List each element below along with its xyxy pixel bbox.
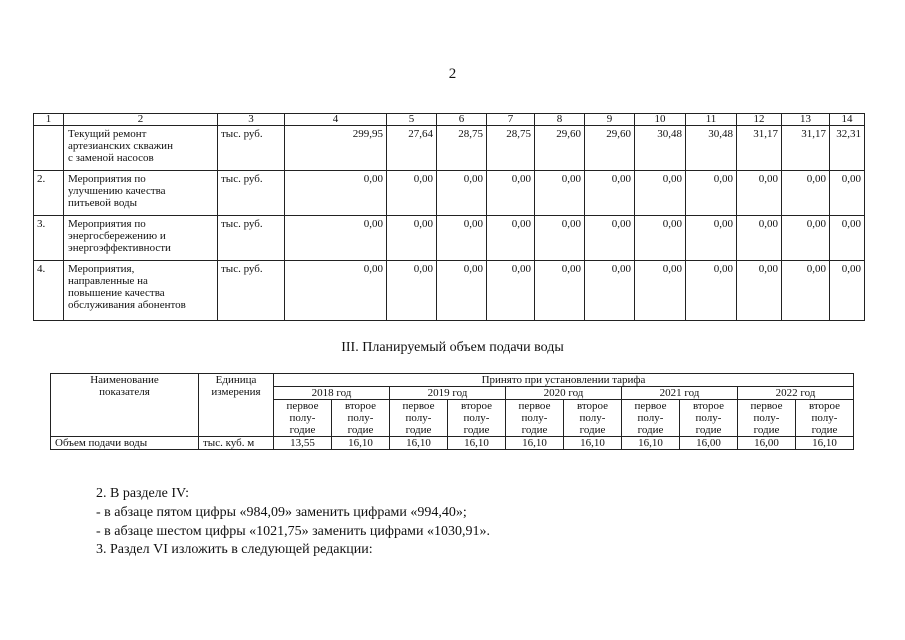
cell-line: полу-: [521, 412, 548, 424]
cell-line: полу-: [811, 412, 838, 424]
cell-line: Текущий ремонт: [68, 128, 147, 140]
value-cell: 31,17: [737, 126, 782, 171]
row-number: 2.: [34, 171, 64, 216]
cell-line: полу-: [463, 412, 490, 424]
cell-line: второе: [692, 400, 725, 412]
second-half-header: [796, 400, 854, 437]
cell-line: годие: [405, 424, 432, 436]
column-number: 12: [737, 114, 782, 126]
measure-name: [64, 126, 218, 171]
value-cell: 32,31: [830, 126, 865, 171]
unit: тыс. руб.: [218, 216, 285, 261]
cell-line: полу-: [695, 412, 722, 424]
value-cell: 0,00: [437, 171, 487, 216]
cell-line: второе: [344, 400, 377, 412]
cell-line: первое: [634, 400, 667, 412]
cell-line: улучшению качества: [68, 185, 166, 197]
cell-line: Мероприятия,: [68, 263, 135, 275]
column-number: 2: [64, 114, 218, 126]
cell-line: первое: [750, 400, 783, 412]
value-cell: 16,10: [332, 437, 390, 450]
table-row: [34, 126, 865, 171]
value-cell: 0,00: [285, 216, 387, 261]
table-row: [51, 437, 854, 450]
value-cell: 0,00: [437, 216, 487, 261]
cell-line: годие: [347, 424, 374, 436]
cell-line: первое: [518, 400, 551, 412]
cell-line: годие: [753, 424, 780, 436]
column-number: 3: [218, 114, 285, 126]
second-half-header: [564, 400, 622, 437]
cell-line: направленные на: [68, 275, 148, 287]
value-cell: 0,00: [782, 261, 830, 321]
value-cell: 28,75: [437, 126, 487, 171]
paragraph: 2. В разделе IV:: [96, 486, 189, 501]
value-cell: 299,95: [285, 126, 387, 171]
row-number: 4.: [34, 261, 64, 321]
column-number: 14: [830, 114, 865, 126]
value-cell: 0,00: [285, 261, 387, 321]
paragraph: - в абзаце шестом цифры «1021,75» заменить цифрами «1030,91».: [96, 524, 491, 539]
value-cell: 0,00: [487, 216, 535, 261]
cell-line: второе: [460, 400, 493, 412]
indicator-name: Объем подачи воды: [51, 437, 199, 450]
first-half-header: [738, 400, 796, 437]
value-cell: 0,00: [535, 216, 585, 261]
cell-line: Мероприятия по: [68, 218, 146, 230]
second-half-header: [332, 400, 390, 437]
column-number: 1: [34, 114, 64, 126]
measure-name: [64, 216, 218, 261]
first-half-header: [274, 400, 332, 437]
value-cell: 0,00: [285, 171, 387, 216]
value-cell: 0,00: [782, 171, 830, 216]
table-row: [34, 216, 865, 261]
value-cell: 0,00: [585, 171, 635, 216]
cell-line: годие: [463, 424, 490, 436]
cell-line: годие: [811, 424, 838, 436]
paragraph: 3. Раздел VI изложить в следующей редакции:: [96, 542, 373, 557]
page-number: 2: [448, 66, 457, 82]
cell-line: с заменой насосов: [68, 152, 154, 164]
value-cell: 16,10: [622, 437, 680, 450]
cell-line: годие: [579, 424, 606, 436]
value-cell: 0,00: [535, 171, 585, 216]
first-half-header: [390, 400, 448, 437]
value-cell: 0,00: [830, 261, 865, 321]
cell-line: повышение качества: [68, 287, 165, 299]
value-cell: 16,10: [506, 437, 564, 450]
measure-name: [64, 171, 218, 216]
value-cell: 0,00: [737, 261, 782, 321]
tariff-group-header: Принято при установлении тарифа: [274, 374, 854, 387]
row-number: [34, 126, 64, 171]
cell-line: годие: [637, 424, 664, 436]
value-cell: 16,10: [390, 437, 448, 450]
cell-line: полу-: [405, 412, 432, 424]
section-title: III. Планируемый объем подачи воды: [341, 340, 564, 355]
value-cell: 0,00: [635, 171, 686, 216]
cell-line: второе: [576, 400, 609, 412]
table-row: [34, 171, 865, 216]
second-half-header: [680, 400, 738, 437]
column-number: 10: [635, 114, 686, 126]
value-cell: 0,00: [686, 171, 737, 216]
column-number: 5: [387, 114, 437, 126]
column-number: 11: [686, 114, 737, 126]
indicator-header: [51, 374, 199, 437]
water-volume-table-body: [51, 374, 854, 450]
cell-line: показателя: [99, 386, 150, 398]
cell-line: энергоэффективности: [68, 242, 171, 254]
value-cell: 16,10: [448, 437, 506, 450]
value-cell: 0,00: [585, 216, 635, 261]
value-cell: 0,00: [830, 216, 865, 261]
column-number: 7: [487, 114, 535, 126]
water-volume-table: [50, 373, 854, 450]
value-cell: 0,00: [635, 216, 686, 261]
value-cell: 29,60: [585, 126, 635, 171]
measure-name: [64, 261, 218, 321]
column-number: 4: [285, 114, 387, 126]
cell-line: полу-: [347, 412, 374, 424]
year-header: 2018 год: [274, 387, 390, 400]
value-cell: 27,64: [387, 126, 437, 171]
cell-line: первое: [286, 400, 319, 412]
indicator-unit: тыс. куб. м: [199, 437, 274, 450]
cell-line: полу-: [753, 412, 780, 424]
first-half-header: [622, 400, 680, 437]
cell-line: полу-: [637, 412, 664, 424]
value-cell: 0,00: [585, 261, 635, 321]
column-number: 13: [782, 114, 830, 126]
cell-line: обслуживания абонентов: [68, 299, 186, 311]
cell-line: первое: [402, 400, 435, 412]
first-half-header: [506, 400, 564, 437]
cell-line: Единица: [215, 374, 257, 386]
second-half-header: [448, 400, 506, 437]
cell-line: годие: [289, 424, 316, 436]
cell-line: Мероприятия по: [68, 173, 146, 185]
cell-line: полу-: [289, 412, 316, 424]
value-cell: 29,60: [535, 126, 585, 171]
cell-line: полу-: [579, 412, 606, 424]
cost-table-body: [34, 114, 865, 321]
value-cell: 16,10: [564, 437, 622, 450]
column-number: 9: [585, 114, 635, 126]
value-cell: 28,75: [487, 126, 535, 171]
unit-header: [199, 374, 274, 437]
value-cell: 0,00: [387, 171, 437, 216]
cell-line: артезианских скважин: [68, 140, 173, 152]
cost-table: [33, 113, 865, 321]
value-cell: 0,00: [686, 261, 737, 321]
cell-line: Наименование: [90, 374, 159, 386]
row-number: 3.: [34, 216, 64, 261]
unit: тыс. руб.: [218, 171, 285, 216]
paragraph: - в абзаце пятом цифры «984,09» заменить цифрами «994,40»;: [96, 505, 467, 520]
value-cell: 0,00: [737, 216, 782, 261]
cell-line: измерения: [211, 386, 261, 398]
value-cell: 31,17: [782, 126, 830, 171]
cell-line: второе: [808, 400, 841, 412]
value-cell: 0,00: [830, 171, 865, 216]
header-row-1: [51, 374, 854, 387]
year-header: 2020 год: [506, 387, 622, 400]
value-cell: 13,55: [274, 437, 332, 450]
value-cell: 30,48: [635, 126, 686, 171]
unit: тыс. руб.: [218, 126, 285, 171]
value-cell: 0,00: [535, 261, 585, 321]
column-number: 8: [535, 114, 585, 126]
value-cell: 16,10: [796, 437, 854, 450]
value-cell: 0,00: [686, 216, 737, 261]
table-row: [34, 261, 865, 321]
value-cell: 16,00: [680, 437, 738, 450]
value-cell: 0,00: [487, 261, 535, 321]
value-cell: 0,00: [737, 171, 782, 216]
year-header: 2022 год: [738, 387, 854, 400]
value-cell: 0,00: [387, 216, 437, 261]
header-row: [34, 114, 865, 126]
column-number: 6: [437, 114, 487, 126]
value-cell: 16,00: [738, 437, 796, 450]
unit: тыс. руб.: [218, 261, 285, 321]
year-header: 2021 год: [622, 387, 738, 400]
value-cell: 0,00: [487, 171, 535, 216]
value-cell: 0,00: [635, 261, 686, 321]
cell-line: питьевой воды: [68, 197, 138, 209]
value-cell: 0,00: [437, 261, 487, 321]
cell-line: энергосбережению и: [68, 230, 166, 242]
value-cell: 30,48: [686, 126, 737, 171]
value-cell: 0,00: [782, 216, 830, 261]
year-header: 2019 год: [390, 387, 506, 400]
value-cell: 0,00: [387, 261, 437, 321]
cell-line: годие: [521, 424, 548, 436]
cell-line: годие: [695, 424, 722, 436]
